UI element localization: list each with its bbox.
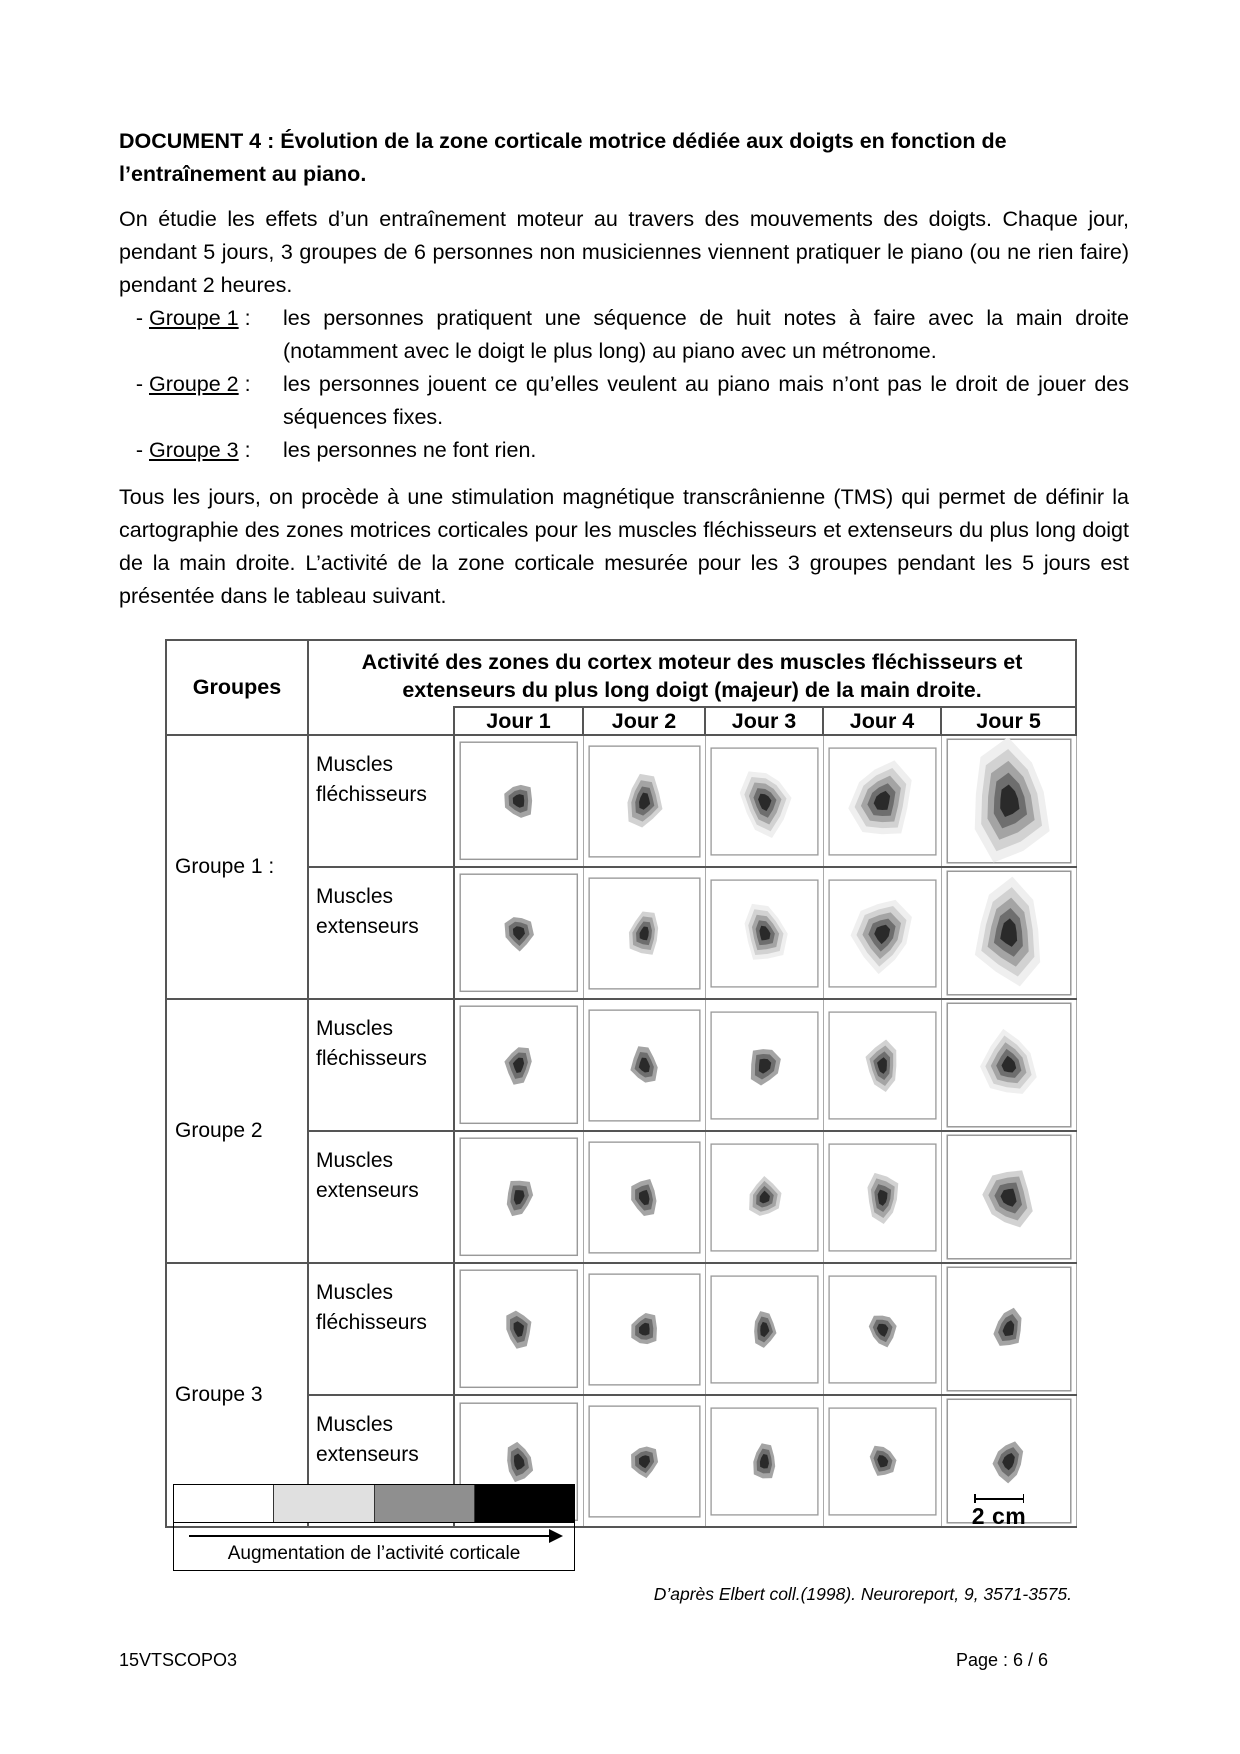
cortical-map-image xyxy=(705,1263,823,1395)
muscle-label-line: Muscles xyxy=(316,753,394,776)
cortical-map-image xyxy=(823,999,941,1131)
cortical-map-image xyxy=(941,867,1076,999)
muscle-label-line: fléchisseurs xyxy=(316,1047,427,1071)
cortical-map-image xyxy=(823,1131,941,1263)
document-title: DOCUMENT 4 : Évolution de la zone corticale motrice dédiée aux doigts en fonction de l’entraînement au piano. xyxy=(119,129,1007,186)
cortical-map-image xyxy=(705,735,823,867)
cortical-map-image xyxy=(454,1131,583,1263)
muscle-label-line: Muscles xyxy=(316,885,394,909)
cortical-map-image xyxy=(823,735,941,867)
label-colon: : xyxy=(238,438,251,462)
cortical-map-image xyxy=(583,1395,705,1527)
scale-bar-line xyxy=(974,1498,1024,1500)
table-row xyxy=(166,999,1076,1131)
muscle-label-line: Muscles xyxy=(316,1413,394,1437)
legend-swatch-level-1 xyxy=(174,1485,274,1522)
muscle-label-extensors xyxy=(308,1131,454,1263)
cortical-map-image xyxy=(583,1131,705,1263)
group-1-description: les personnes pratiquent une séquence de huit notes à faire avec la main droite (notamment avec le doigt le plus long) au piano avec un métronome. xyxy=(283,306,1129,363)
muscle-label-flexors xyxy=(308,735,454,867)
muscle-label-extensors xyxy=(308,867,454,999)
cortical-map-image xyxy=(454,1263,583,1395)
cortical-map-image xyxy=(583,735,705,867)
table-body xyxy=(166,735,1076,1527)
group-3-label: Groupe 3 xyxy=(149,438,239,462)
muscle-label-line: extenseurs xyxy=(316,915,419,939)
groups-list xyxy=(119,302,1129,467)
legend-swatch-level-2 xyxy=(274,1485,374,1522)
cortical-map-image xyxy=(941,1263,1076,1395)
cortical-map-image xyxy=(705,867,823,999)
cortical-map-image xyxy=(823,1395,941,1527)
scale-bar-label: 2 cm xyxy=(971,1502,1027,1529)
header-activity: Activité des zones du cortex moteur des muscles fléchisseurs et extenseurs du plus long doigt (majeur) de la main droite. xyxy=(308,640,1076,707)
group-label: Groupe 3 xyxy=(166,1263,308,1527)
list-dash: - xyxy=(135,438,143,462)
cortical-map-image xyxy=(454,867,583,999)
muscle-label-line: Muscles xyxy=(316,1281,394,1305)
list-item-group-3 xyxy=(119,434,1129,467)
group-label: Groupe 1 : xyxy=(166,735,308,999)
list-dash: - xyxy=(135,372,143,396)
header-blank-cell xyxy=(308,707,454,735)
cortical-map-image xyxy=(705,1131,823,1263)
header-day-2: Jour 2 xyxy=(583,707,705,735)
footer-code: 15VTSCOPO3 xyxy=(119,1650,238,1670)
muscle-label-line: Muscles xyxy=(316,1017,394,1041)
header-day-1: Jour 1 xyxy=(454,707,583,735)
group-label: Groupe 2 xyxy=(166,999,308,1263)
intro-paragraph: On étudie les effets d’un entraînement moteur au travers des mouvements des doigts. Chaque jour, pendant 5 jours, 3 groupes de 6 personnes non musiciennes viennent pratiquer le piano (ou ne rien faire) pendant 2 heures. xyxy=(119,207,1129,297)
list-dash: - xyxy=(135,306,143,330)
table-row xyxy=(166,1263,1076,1395)
header-groupes: Groupes xyxy=(166,640,308,735)
muscle-label-flexors xyxy=(308,999,454,1131)
group-2-description: les personnes jouent ce qu’elles veulent au piano mais n’ont pas le droit de jouer des séquences fixes. xyxy=(283,372,1129,429)
list-label xyxy=(149,368,283,434)
source-citation: D’après Elbert coll.(1998). Neuroreport, 9, 3571-3575. xyxy=(653,1584,1072,1604)
cortical-map-image xyxy=(941,999,1076,1131)
cortical-map-image xyxy=(583,867,705,999)
cortical-map-image xyxy=(705,1395,823,1527)
muscle-label-flexors xyxy=(308,1263,454,1395)
list-item-group-1 xyxy=(119,302,1129,368)
group-1-label: Groupe 1 xyxy=(149,306,239,330)
cortical-map-image xyxy=(454,999,583,1131)
muscle-label-line: fléchisseurs xyxy=(316,1311,427,1335)
cortical-activity-table xyxy=(165,639,1077,1528)
list-label xyxy=(149,302,283,368)
muscle-label-line: Muscles xyxy=(316,1149,394,1173)
legend-caption: Augmentation de l’activité corticale xyxy=(227,1543,521,1564)
group-3-description: les personnes ne font rien. xyxy=(283,438,537,462)
label-colon: : xyxy=(238,306,251,330)
label-colon: : xyxy=(238,372,251,396)
list-item-group-2 xyxy=(119,368,1129,434)
cortical-map-image xyxy=(941,1131,1076,1263)
cortical-map-image xyxy=(583,1263,705,1395)
muscle-label-line: fléchisseurs xyxy=(316,783,427,806)
group-2-label: Groupe 2 xyxy=(149,372,239,396)
header-day-4: Jour 4 xyxy=(823,707,941,735)
scale-bar xyxy=(964,1498,1034,1530)
method-paragraph: Tous les jours, on procède à une stimulation magnétique transcrânienne (TMS) qui permet de définir la cartographie des zones motrices corticales pour les muscles fléchisseurs et extenseurs du plus long doigt de la main droite. L’activité de la zone corticale mesurée pour les 3 groupes pendant les 5 jours est présentée dans le tableau suivant. xyxy=(119,485,1129,608)
header-day-5: Jour 5 xyxy=(941,707,1076,735)
cortical-map-image xyxy=(705,999,823,1131)
arrow-right-icon xyxy=(189,1535,559,1537)
muscle-label-line: extenseurs xyxy=(316,1179,419,1203)
muscle-label-line: extenseurs xyxy=(316,1443,419,1467)
cortical-map-image xyxy=(583,999,705,1131)
footer-page-number: Page : 6 / 6 xyxy=(956,1650,1049,1670)
cortical-map-image xyxy=(823,867,941,999)
cortical-map-image xyxy=(454,735,583,867)
legend-swatch-level-3 xyxy=(375,1485,475,1522)
legend-swatch-level-4 xyxy=(475,1485,574,1522)
cortical-map-image xyxy=(941,735,1076,867)
activity-legend xyxy=(173,1484,575,1571)
cortical-map-image xyxy=(823,1263,941,1395)
table-row xyxy=(166,735,1076,867)
list-label xyxy=(149,434,283,467)
header-day-3: Jour 3 xyxy=(705,707,823,735)
legend-swatches xyxy=(174,1485,574,1523)
